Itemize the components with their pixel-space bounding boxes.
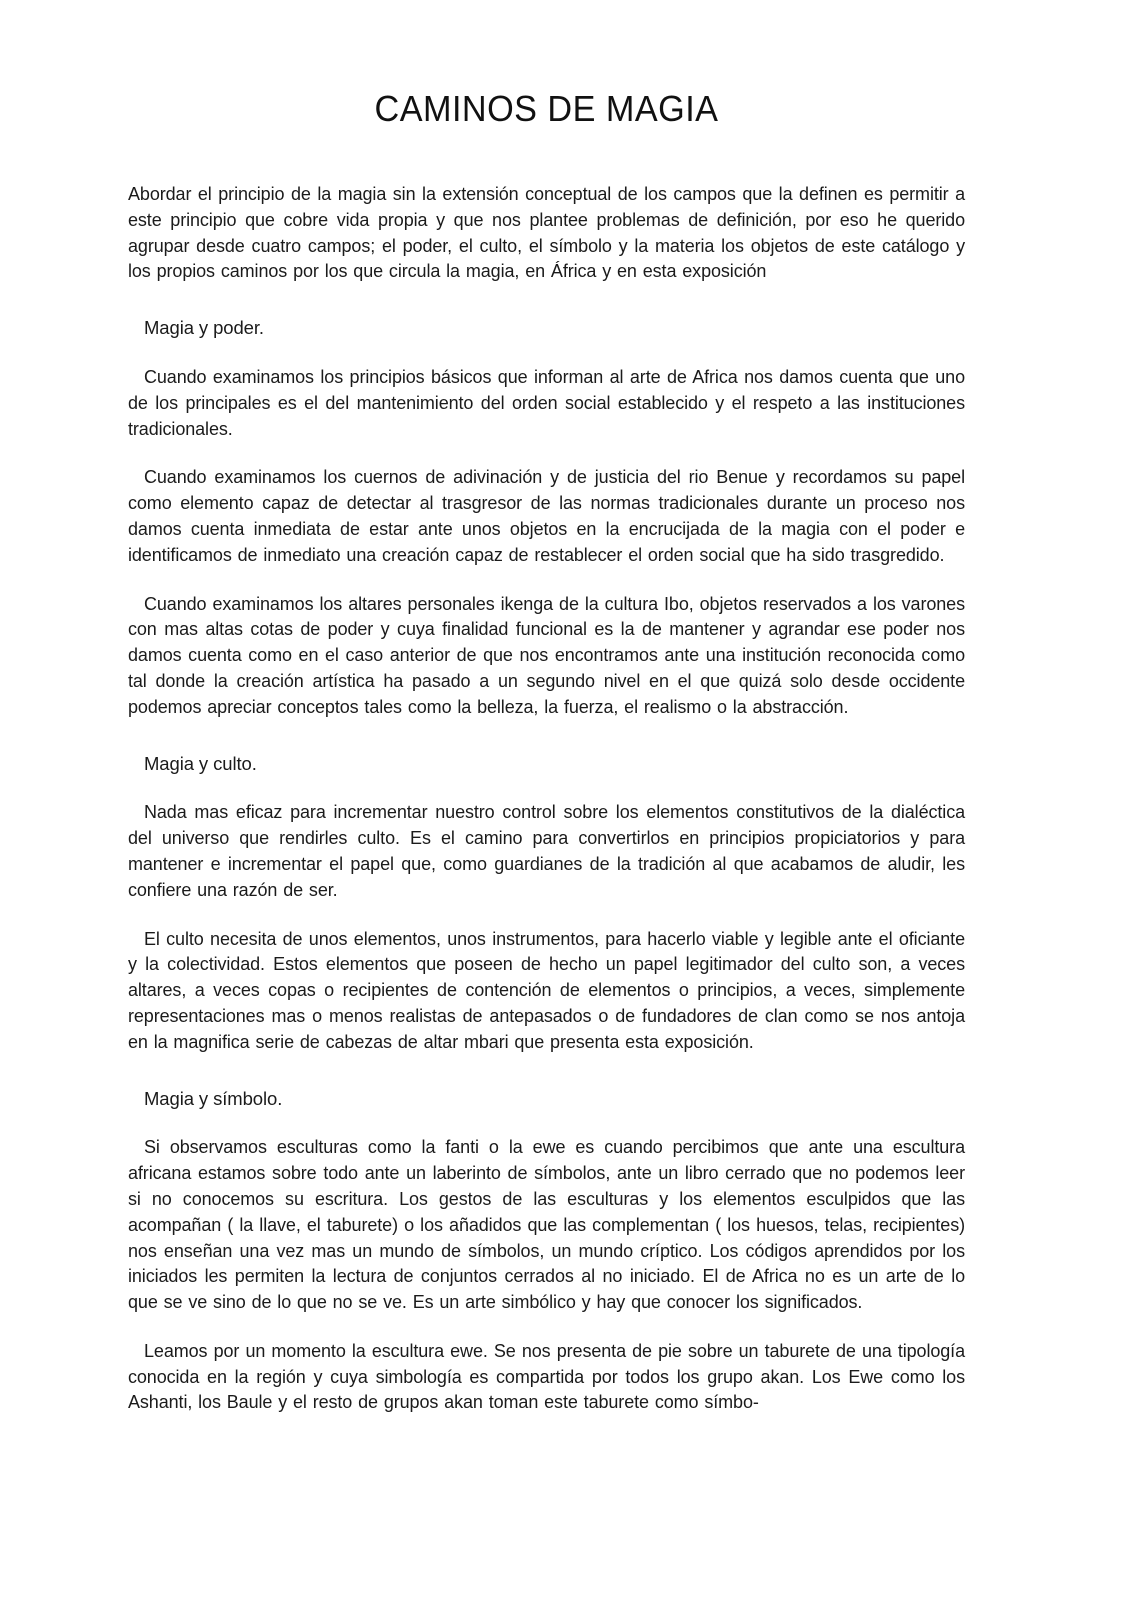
intro-paragraph: Abordar el principio de la magia sin la extensión conceptual de los campos que la definen es permitir a este principio que cobre vida propia y que nos plantee problemas de definición, por eso he querido agrupar desde cuatro campos; el poder, el culto, el símbolo y la materia los objetos de este catálogo y los propios caminos por los que circula la magia, en África y en esta exposición — [128, 184, 965, 282]
section-heading-magia-y-culto: Magia y culto. — [144, 752, 257, 774]
page-title: CAMINOS DE MAGIA — [374, 88, 719, 129]
paragraph: Si observamos esculturas como la fanti o la ewe es cuando percibimos que ante una escultura africana estamos sobre todo ante un laberinto de símbolos, ante un libro cerrado que no podemos leer si no conocemos su escritura. Los gestos de las esculturas y los elementos esculpidos que las acompañan ( la llave, el taburete) o los añadidos que las complementan ( los huesos, telas, recipientes) nos enseñan una vez mas un mundo de símbolos, un mundo críptico. Los códigos aprendidos por los iniciados les permiten la lectura de conjuntos cerrados al no iniciado. El de Africa no es un arte de lo que se ve sino de lo que no se ve. Es un arte simbólico y hay que conocer los significados. — [128, 1137, 965, 1313]
paragraph: Cuando examinamos los cuernos de adivinación y de justicia del rio Benue y recordamos su papel como elemento capaz de detectar al trasgresor de las normas tradicionales durante un proceso nos damos cuenta inmediata de estar ante unos objetos en la encrucijada de la magia con el poder e identificamos de inmediato una creación capaz de restablecer el orden social que ha sido trasgredido. — [128, 467, 965, 565]
paragraph: Nada mas eficaz para incrementar nuestro control sobre los elementos constitutivos de la dialéctica del universo que rendirles culto. Es el camino para convertirlos en principios propiciatorios y para mantener e incrementar el papel que, como guardianes de la tradición al que acabamos de aludir, les confiere una razón de ser. — [128, 802, 965, 900]
paragraph: El culto necesita de unos elementos, unos instrumentos, para hacerlo viable y legible ante el oficiante y la colectividad. Estos elementos que poseen de hecho un papel legitimador del culto son, a veces altares, a veces copas o recipientes de contención de elementos o principios, a veces, simplemente representaciones mas o menos realistas de antepasados o de fundadores de clan como se nos antoja en la magnifica serie de cabezas de altar mbari que presenta esta exposición. — [128, 928, 965, 1052]
paragraph: Cuando examinamos los altares personales ikenga de la cultura Ibo, objetos reservados a los varones con mas altas cotas de poder y cuya finalidad funcional es la de mantener y agrandar ese poder nos damos cuenta como en el caso anterior de que nos encontramos ante una institución reconocida como tal donde la creación artística ha pasado a un segundo nivel en el que quizá solo desde occidente podemos apreciar conceptos tales como la belleza, la fuerza, el realismo o la abstracción. — [128, 593, 965, 717]
paragraph: Cuando examinamos los principios básicos que informan al arte de Africa nos damos cuenta que uno de los principales es el del mantenimiento del orden social establecido y el respeto a las instituciones tradicionales. — [128, 366, 965, 439]
section-heading-magia-y-simbolo: Magia y símbolo. — [144, 1087, 283, 1109]
section-heading-magia-y-poder: Magia y poder. — [144, 317, 264, 339]
paragraph: Leamos por un momento la escultura ewe. Se nos presenta de pie sobre un taburete de una tipología conocida en la región y cuya simbología es compartida por todos los grupo akan. Los Ewe como los Ashanti, los Baule y el resto de grupos akan toman este taburete como símbo- — [128, 1340, 965, 1413]
